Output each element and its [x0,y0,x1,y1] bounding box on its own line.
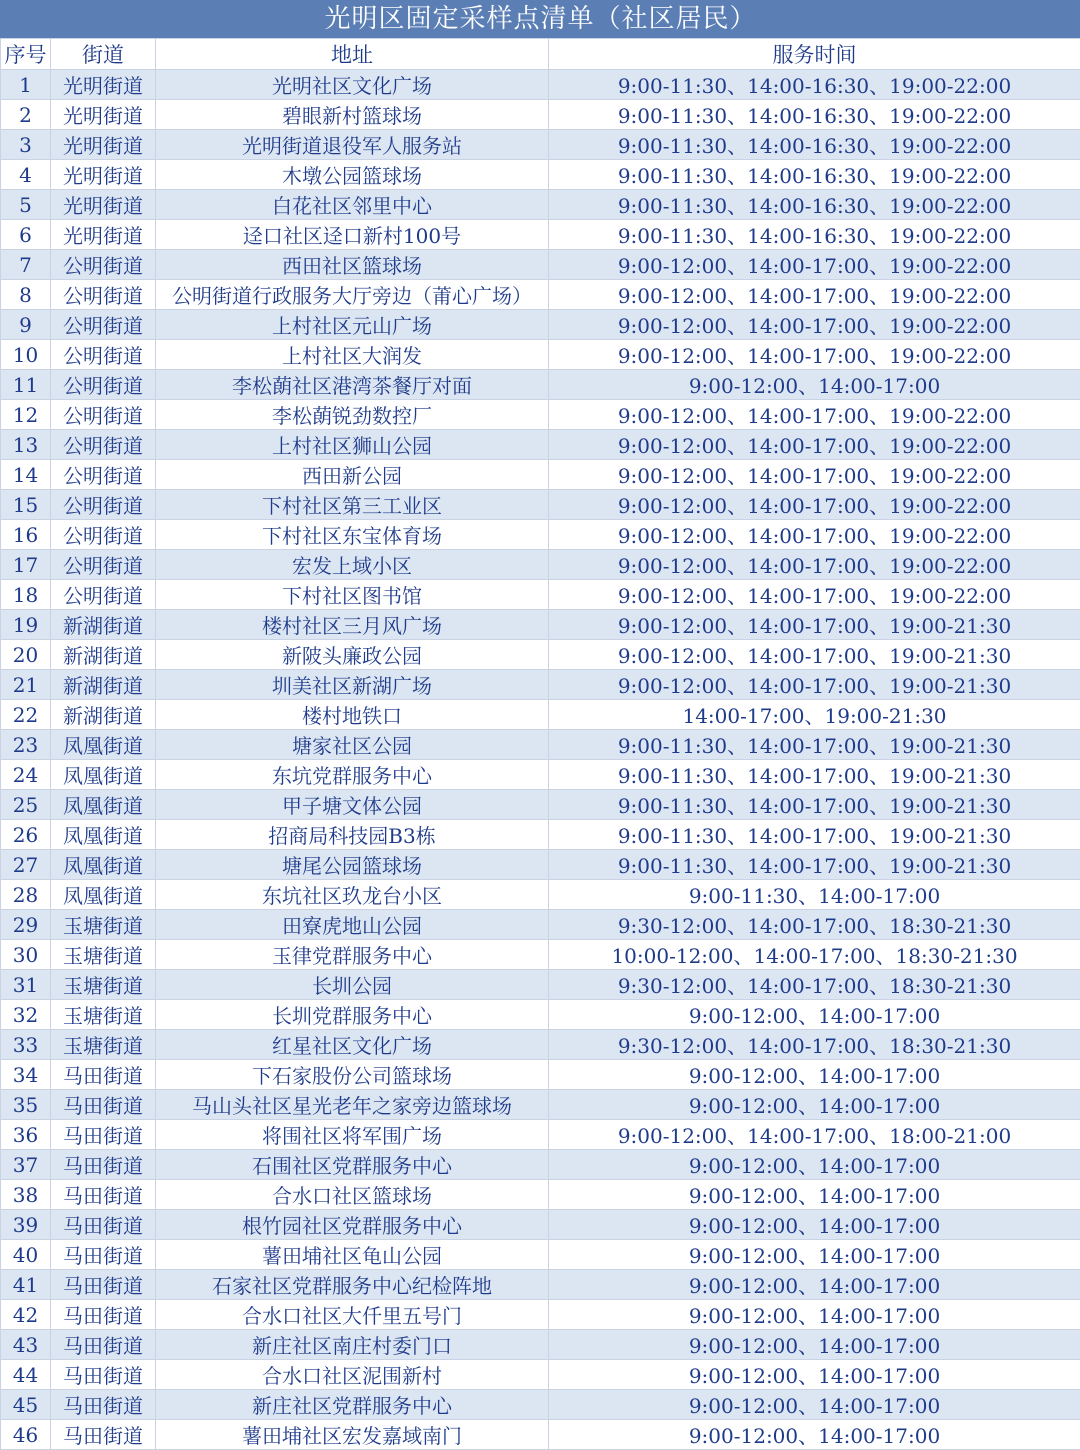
cell-address: 白花社区邻里中心 [156,190,549,220]
cell-address: 下石家股份公司篮球场 [156,1060,549,1090]
table-row [1,910,1080,940]
cell-hours: 9:30-12:00、14:00-17:00、18:30-21:30 [549,1030,1080,1060]
cell-address: 西田社区篮球场 [156,250,549,280]
header-street: 街道 [51,39,156,70]
cell-hours: 9:00-12:00、14:00-17:00 [549,1360,1080,1390]
table-row [1,370,1080,400]
cell-street: 光明街道 [51,160,156,190]
cell-street: 马田街道 [51,1360,156,1390]
cell-hours: 9:00-11:30、14:00-17:00、19:00-21:30 [549,760,1080,790]
cell-seq: 23 [1,730,51,760]
cell-address: 光明街道退役军人服务站 [156,130,549,160]
table-row [1,1360,1080,1390]
table-row [1,670,1080,700]
table-body [1,70,1080,1450]
cell-seq: 17 [1,550,51,580]
table-row [1,190,1080,220]
cell-street: 新湖街道 [51,700,156,730]
cell-hours: 9:00-12:00、14:00-17:00 [549,1090,1080,1120]
cell-street: 公明街道 [51,400,156,430]
cell-seq: 8 [1,280,51,310]
table-row [1,550,1080,580]
cell-address: 红星社区文化广场 [156,1030,549,1060]
cell-street: 凤凰街道 [51,790,156,820]
cell-hours: 9:00-12:00、14:00-17:00 [549,1000,1080,1030]
table-row [1,1090,1080,1120]
cell-hours: 9:00-11:30、14:00-17:00、19:00-21:30 [549,790,1080,820]
cell-seq: 24 [1,760,51,790]
cell-address: 薯田埔社区宏发嘉域南门 [156,1420,549,1450]
cell-hours: 9:00-12:00、14:00-17:00、19:00-22:00 [549,250,1080,280]
cell-hours: 10:00-12:00、14:00-17:00、18:30-21:30 [549,940,1080,970]
cell-seq: 10 [1,340,51,370]
cell-street: 公明街道 [51,430,156,460]
cell-address: 玉律党群服务中心 [156,940,549,970]
cell-address: 马山头社区星光老年之家旁边篮球场 [156,1090,549,1120]
cell-seq: 16 [1,520,51,550]
cell-street: 凤凰街道 [51,820,156,850]
table-row [1,820,1080,850]
cell-street: 马田街道 [51,1300,156,1330]
cell-hours: 9:00-12:00、14:00-17:00 [549,1300,1080,1330]
cell-street: 玉塘街道 [51,1000,156,1030]
cell-hours: 9:00-12:00、14:00-17:00 [549,1240,1080,1270]
cell-address: 长圳党群服务中心 [156,1000,549,1030]
cell-street: 凤凰街道 [51,730,156,760]
cell-hours: 9:00-11:30、14:00-17:00 [549,880,1080,910]
sheet-title: 光明区固定采样点清单（社区居民） [0,0,1080,38]
cell-address: 新陂头廉政公园 [156,640,549,670]
header-seq: 序号 [1,39,51,70]
table-row [1,250,1080,280]
cell-seq: 4 [1,160,51,190]
cell-address: 上村社区狮山公园 [156,430,549,460]
cell-seq: 5 [1,190,51,220]
cell-street: 公明街道 [51,460,156,490]
table-row [1,790,1080,820]
cell-seq: 35 [1,1090,51,1120]
table-row [1,580,1080,610]
cell-street: 玉塘街道 [51,1030,156,1060]
cell-street: 马田街道 [51,1420,156,1450]
cell-seq: 3 [1,130,51,160]
cell-address: 光明社区文化广场 [156,70,549,100]
cell-address: 石围社区党群服务中心 [156,1150,549,1180]
cell-street: 公明街道 [51,580,156,610]
cell-street: 马田街道 [51,1390,156,1420]
cell-address: 招商局科技园B3栋 [156,820,549,850]
cell-hours: 9:00-12:00、14:00-17:00 [549,1210,1080,1240]
cell-street: 玉塘街道 [51,970,156,1000]
cell-seq: 46 [1,1420,51,1450]
cell-street: 光明街道 [51,100,156,130]
cell-seq: 32 [1,1000,51,1030]
cell-seq: 18 [1,580,51,610]
cell-seq: 22 [1,700,51,730]
table-row [1,1000,1080,1030]
cell-hours: 9:00-12:00、14:00-17:00、19:00-22:00 [549,550,1080,580]
table-row [1,1240,1080,1270]
cell-address: 东坑社区玖龙台小区 [156,880,549,910]
cell-address: 薯田埔社区龟山公园 [156,1240,549,1270]
cell-hours: 9:30-12:00、14:00-17:00、18:30-21:30 [549,970,1080,1000]
cell-seq: 44 [1,1360,51,1390]
table-row [1,220,1080,250]
table-row [1,760,1080,790]
table-row [1,850,1080,880]
table-row [1,1120,1080,1150]
table-row [1,70,1080,100]
cell-address: 新庄社区南庄村委门口 [156,1330,549,1360]
cell-address: 将围社区将军围广场 [156,1120,549,1150]
cell-address: 长圳公园 [156,970,549,1000]
header-row [1,39,1080,70]
table-row [1,130,1080,160]
cell-street: 公明街道 [51,310,156,340]
header-hours: 服务时间 [549,39,1080,70]
cell-street: 光明街道 [51,220,156,250]
cell-hours: 9:30-12:00、14:00-17:00、18:30-21:30 [549,910,1080,940]
cell-address: 下村社区图书馆 [156,580,549,610]
cell-street: 光明街道 [51,70,156,100]
cell-hours: 9:00-12:00、14:00-17:00、19:00-22:00 [549,490,1080,520]
cell-address: 塘尾公园篮球场 [156,850,549,880]
table-row [1,490,1080,520]
cell-hours: 9:00-12:00、14:00-17:00、19:00-22:00 [549,580,1080,610]
cell-address: 下村社区东宝体育场 [156,520,549,550]
cell-street: 公明街道 [51,250,156,280]
cell-address: 合水口社区泥围新村 [156,1360,549,1390]
cell-hours: 9:00-12:00、14:00-17:00、19:00-22:00 [549,520,1080,550]
cell-hours: 9:00-11:30、14:00-17:00、19:00-21:30 [549,820,1080,850]
cell-hours: 9:00-11:30、14:00-16:30、19:00-22:00 [549,70,1080,100]
cell-hours: 9:00-11:30、14:00-16:30、19:00-22:00 [549,100,1080,130]
cell-address: 上村社区元山广场 [156,310,549,340]
table-row [1,100,1080,130]
cell-seq: 34 [1,1060,51,1090]
cell-street: 光明街道 [51,130,156,160]
cell-hours: 9:00-11:30、14:00-17:00、19:00-21:30 [549,730,1080,760]
cell-street: 玉塘街道 [51,940,156,970]
table-row [1,400,1080,430]
cell-hours: 9:00-12:00、14:00-17:00、19:00-22:00 [549,340,1080,370]
cell-address: 李松蓢锐劲数控厂 [156,400,549,430]
cell-seq: 26 [1,820,51,850]
cell-seq: 19 [1,610,51,640]
cell-hours: 9:00-12:00、14:00-17:00 [549,370,1080,400]
cell-hours: 9:00-12:00、14:00-17:00 [549,1180,1080,1210]
cell-street: 凤凰街道 [51,760,156,790]
cell-seq: 29 [1,910,51,940]
cell-address: 楼村地铁口 [156,700,549,730]
cell-seq: 7 [1,250,51,280]
table-row [1,1390,1080,1420]
cell-seq: 12 [1,400,51,430]
cell-street: 马田街道 [51,1330,156,1360]
cell-seq: 2 [1,100,51,130]
cell-seq: 41 [1,1270,51,1300]
cell-street: 光明街道 [51,190,156,220]
cell-hours: 9:00-12:00、14:00-17:00、19:00-22:00 [549,460,1080,490]
cell-seq: 14 [1,460,51,490]
cell-address: 下村社区第三工业区 [156,490,549,520]
cell-address: 圳美社区新湖广场 [156,670,549,700]
cell-hours: 9:00-11:30、14:00-17:00、19:00-21:30 [549,850,1080,880]
cell-seq: 33 [1,1030,51,1060]
cell-hours: 9:00-12:00、14:00-17:00、19:00-22:00 [549,310,1080,340]
cell-street: 马田街道 [51,1210,156,1240]
table-row [1,1330,1080,1360]
cell-address: 楼村社区三月风广场 [156,610,549,640]
cell-seq: 43 [1,1330,51,1360]
cell-seq: 6 [1,220,51,250]
cell-seq: 40 [1,1240,51,1270]
cell-address: 根竹园社区党群服务中心 [156,1210,549,1240]
cell-address: 田寮虎地山公园 [156,910,549,940]
cell-street: 公明街道 [51,280,156,310]
cell-street: 公明街道 [51,550,156,580]
cell-address: 西田新公园 [156,460,549,490]
cell-hours: 9:00-12:00、14:00-17:00、19:00-21:30 [549,640,1080,670]
cell-address: 塘家社区公园 [156,730,549,760]
cell-address: 甲子塘文体公园 [156,790,549,820]
cell-street: 马田街道 [51,1120,156,1150]
cell-hours: 9:00-12:00、14:00-17:00 [549,1330,1080,1360]
cell-seq: 28 [1,880,51,910]
table-row [1,1030,1080,1060]
cell-seq: 42 [1,1300,51,1330]
cell-hours: 9:00-12:00、14:00-17:00 [549,1150,1080,1180]
cell-seq: 38 [1,1180,51,1210]
cell-street: 玉塘街道 [51,910,156,940]
cell-hours: 9:00-12:00、14:00-17:00 [549,1060,1080,1090]
table-row [1,730,1080,760]
cell-seq: 37 [1,1150,51,1180]
table-row [1,700,1080,730]
cell-street: 公明街道 [51,340,156,370]
table-row [1,1420,1080,1450]
cell-hours: 14:00-17:00、19:00-21:30 [549,700,1080,730]
cell-hours: 9:00-12:00、14:00-17:00 [549,1420,1080,1450]
cell-address: 上村社区大润发 [156,340,549,370]
cell-street: 公明街道 [51,520,156,550]
cell-address: 新庄社区党群服务中心 [156,1390,549,1420]
table-row [1,1150,1080,1180]
cell-address: 公明街道行政服务大厅旁边（莆心广场） [156,280,549,310]
cell-street: 公明街道 [51,370,156,400]
cell-address: 木墩公园篮球场 [156,160,549,190]
table-row [1,430,1080,460]
cell-street: 马田街道 [51,1270,156,1300]
cell-seq: 13 [1,430,51,460]
table-row [1,1270,1080,1300]
cell-hours: 9:00-11:30、14:00-16:30、19:00-22:00 [549,160,1080,190]
cell-street: 马田街道 [51,1090,156,1120]
cell-address: 合水口社区篮球场 [156,1180,549,1210]
cell-street: 凤凰街道 [51,880,156,910]
table-row [1,640,1080,670]
cell-seq: 31 [1,970,51,1000]
table-row [1,340,1080,370]
table-row [1,280,1080,310]
cell-hours: 9:00-12:00、14:00-17:00、19:00-21:30 [549,670,1080,700]
table-row [1,1060,1080,1090]
cell-hours: 9:00-12:00、14:00-17:00、19:00-21:30 [549,610,1080,640]
table-row [1,1180,1080,1210]
cell-hours: 9:00-11:30、14:00-16:30、19:00-22:00 [549,190,1080,220]
cell-street: 新湖街道 [51,670,156,700]
table-row [1,940,1080,970]
cell-address: 石家社区党群服务中心纪检阵地 [156,1270,549,1300]
cell-seq: 21 [1,670,51,700]
cell-street: 马田街道 [51,1240,156,1270]
table-row [1,1210,1080,1240]
cell-seq: 15 [1,490,51,520]
table-row [1,160,1080,190]
cell-seq: 20 [1,640,51,670]
cell-street: 马田街道 [51,1060,156,1090]
cell-street: 凤凰街道 [51,850,156,880]
cell-seq: 27 [1,850,51,880]
cell-address: 宏发上域小区 [156,550,549,580]
cell-hours: 9:00-12:00、14:00-17:00、19:00-22:00 [549,400,1080,430]
cell-address: 李松蓢社区港湾茶餐厅对面 [156,370,549,400]
cell-street: 新湖街道 [51,640,156,670]
table-row [1,970,1080,1000]
cell-address: 迳口社区迳口新村100号 [156,220,549,250]
cell-seq: 9 [1,310,51,340]
cell-seq: 30 [1,940,51,970]
cell-hours: 9:00-12:00、14:00-17:00、19:00-22:00 [549,280,1080,310]
cell-street: 新湖街道 [51,610,156,640]
cell-hours: 9:00-12:00、14:00-17:00 [549,1270,1080,1300]
cell-address: 东坑党群服务中心 [156,760,549,790]
cell-address: 碧眼新村篮球场 [156,100,549,130]
cell-seq: 36 [1,1120,51,1150]
header-address: 地址 [156,39,549,70]
cell-address: 合水口社区大仟里五号门 [156,1300,549,1330]
table-row [1,610,1080,640]
cell-hours: 9:00-11:30、14:00-16:30、19:00-22:00 [549,220,1080,250]
cell-hours: 9:00-12:00、14:00-17:00 [549,1390,1080,1420]
cell-hours: 9:00-11:30、14:00-16:30、19:00-22:00 [549,130,1080,160]
cell-street: 马田街道 [51,1180,156,1210]
table-row [1,520,1080,550]
table-row [1,1300,1080,1330]
cell-street: 公明街道 [51,490,156,520]
table-row [1,880,1080,910]
cell-hours: 9:00-12:00、14:00-17:00、19:00-22:00 [549,430,1080,460]
cell-seq: 25 [1,790,51,820]
cell-hours: 9:00-12:00、14:00-17:00、18:00-21:00 [549,1120,1080,1150]
table-row [1,310,1080,340]
cell-seq: 39 [1,1210,51,1240]
cell-seq: 45 [1,1390,51,1420]
cell-seq: 1 [1,70,51,100]
table-row [1,460,1080,490]
cell-seq: 11 [1,370,51,400]
cell-street: 马田街道 [51,1150,156,1180]
